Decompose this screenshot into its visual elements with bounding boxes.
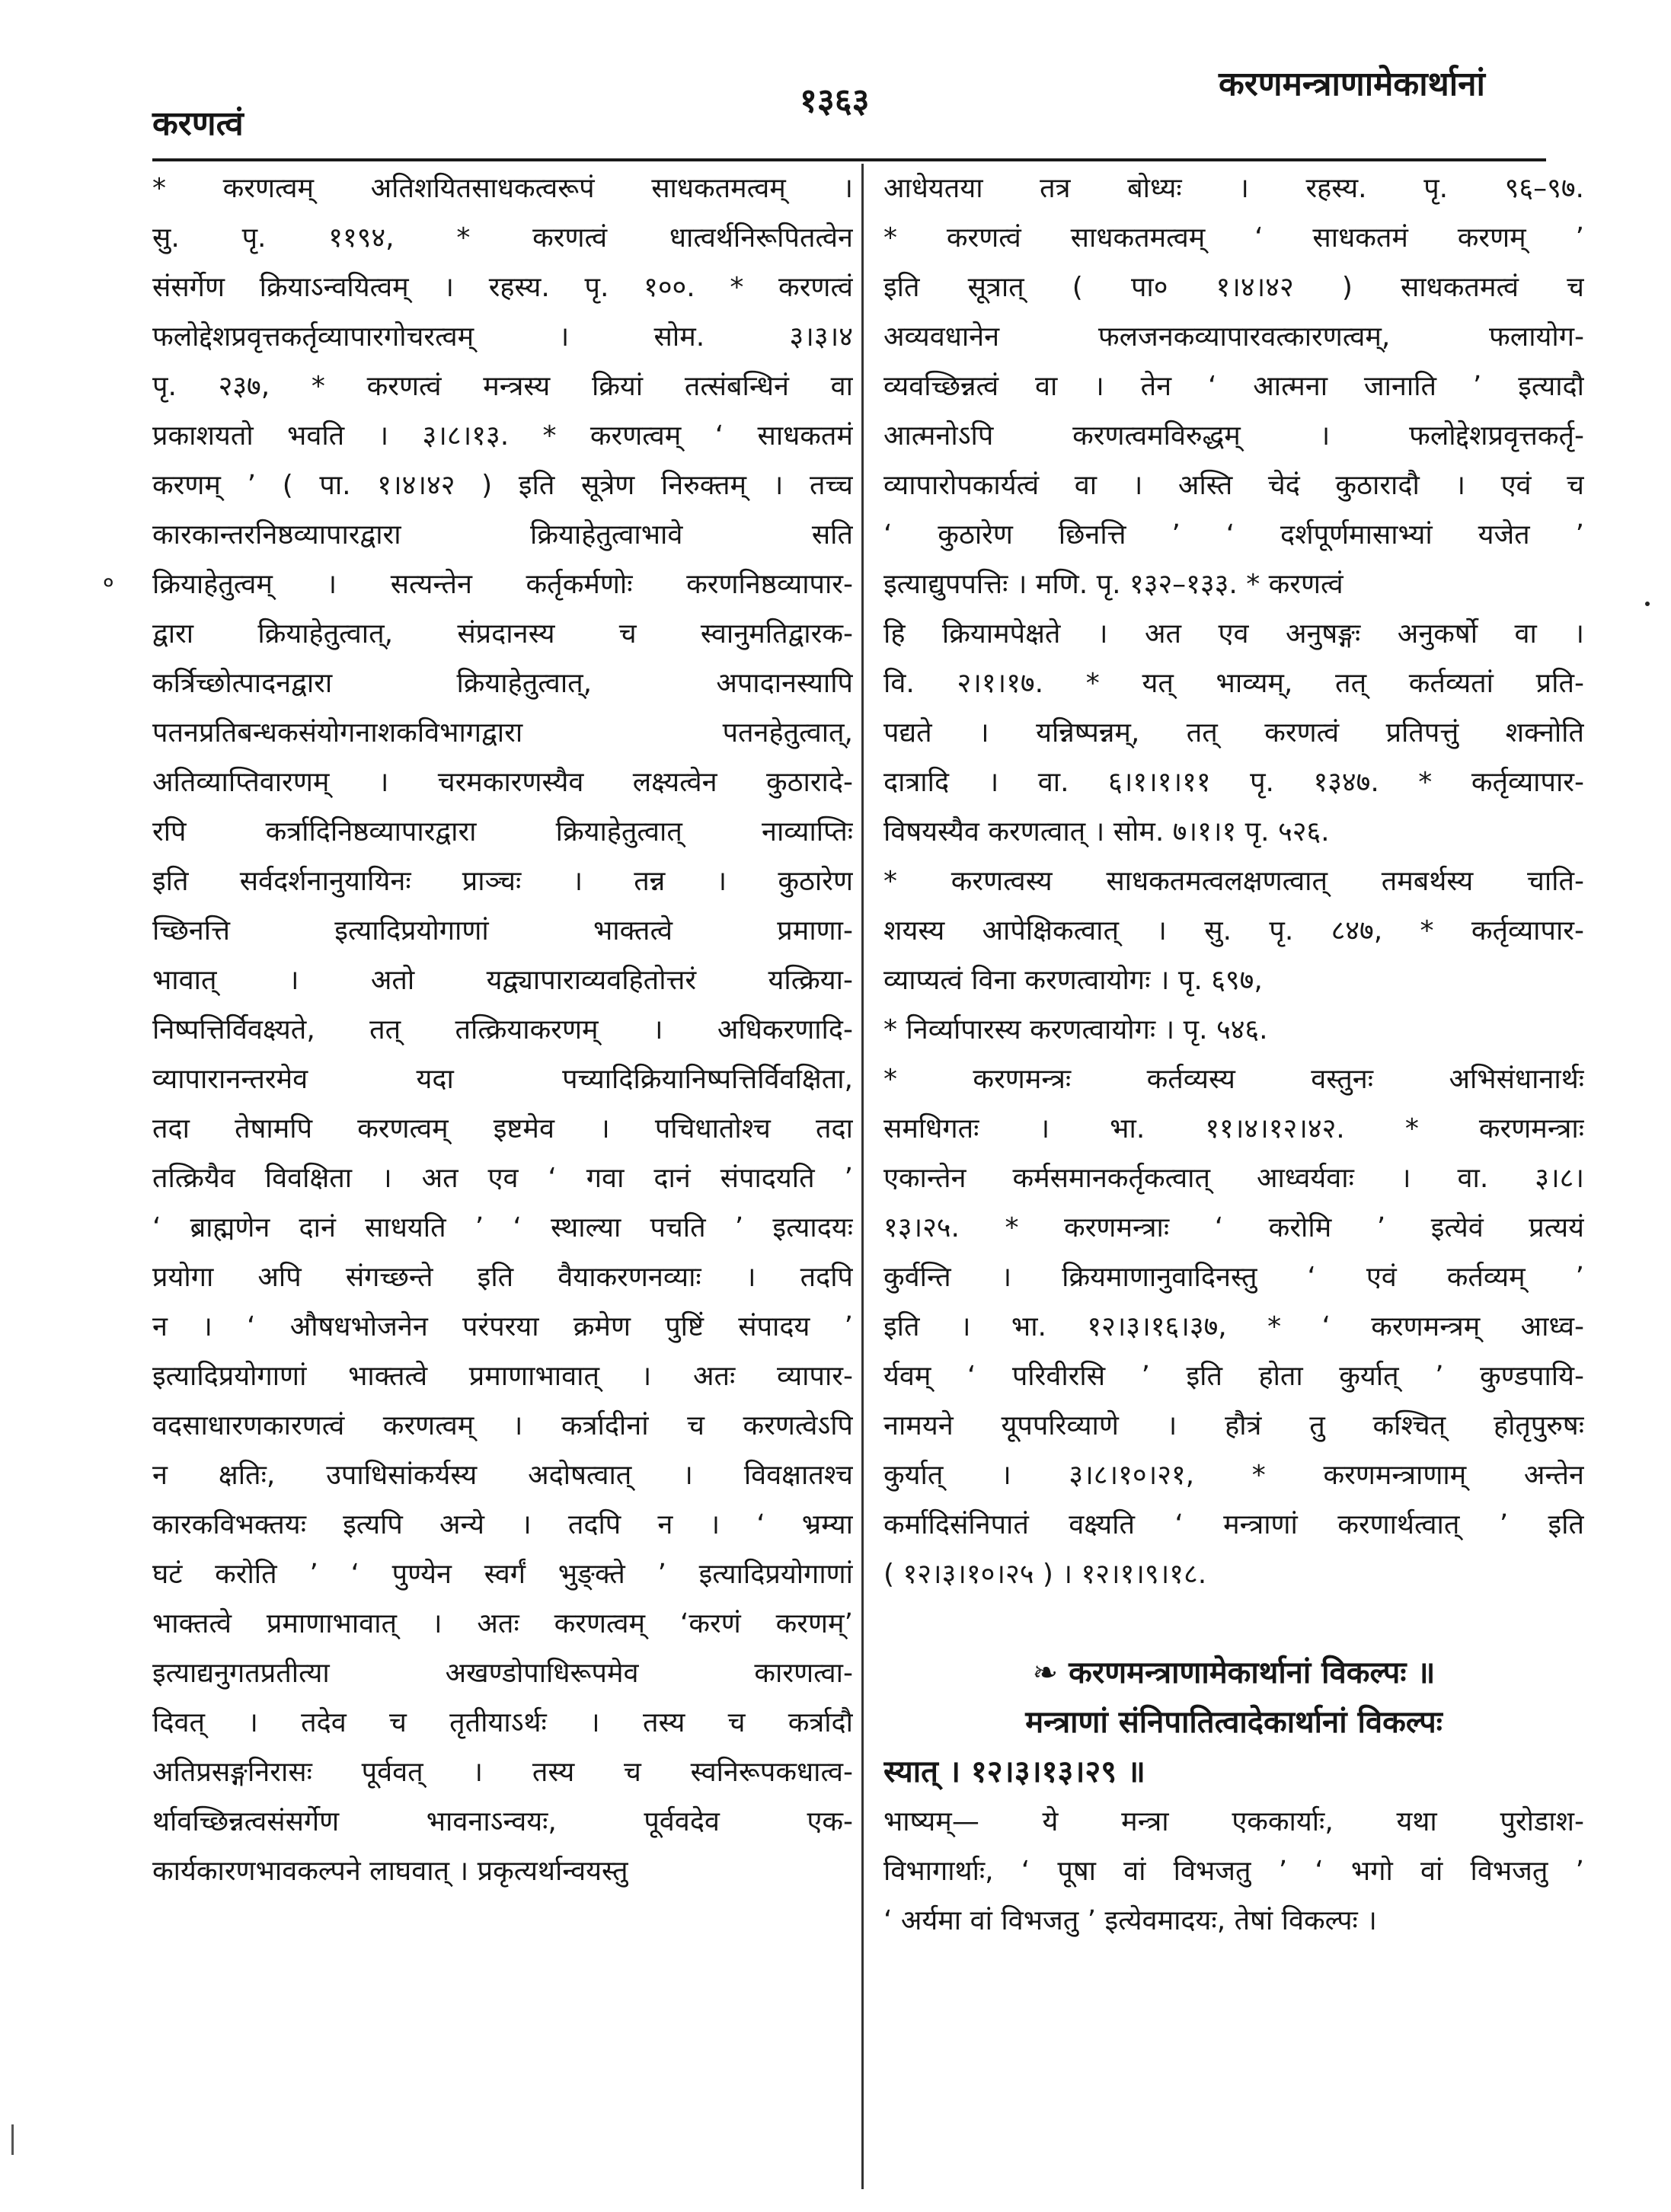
text-line: निष्पत्तिर्विवक्ष्यते, तत् तत्क्रियाकरणम् । अधिकरणादि-: [152, 1014, 853, 1045]
text-line: हि क्रियामपेक्षते । अत एव अनुषङ्गः अनुकर्षो वा ।: [883, 618, 1584, 650]
text-line: ‘ कुठारेण छिनत्ति ’ ‘ दर्शपूर्णमासाभ्यां यजेत ’: [883, 519, 1584, 551]
text-line: व्यापारोपकार्यत्वं वा । अस्ति चेदं कुठारादौ । एवं च: [883, 470, 1584, 501]
margin-mark: ०: [103, 570, 114, 595]
text-line: घटं करोति ’ ‘ पुण्येन स्वर्गं भुङ्क्ते ’ इत्यादिप्रयोगाणां: [152, 1559, 853, 1590]
text-line: * करणमन्त्रः कर्तव्यस्य वस्तुनः अभिसंधानार्थः: [883, 1064, 1584, 1095]
text-line: दात्रादि । वा. ६।१।१।११ पृ. १३४७. * कर्तृव्यापार-: [883, 767, 1584, 798]
text-line: स्यात् । १२।३।१३।२९ ॥: [883, 1754, 1145, 1789]
text-line: द्वारा क्रियाहेतुत्वात्, संप्रदानस्य च स्वानुमतिद्वारक-: [152, 618, 853, 650]
text-line: इत्याद्युपपत्तिः । मणि. पृ. १३२–१३३. * करणत्वं: [883, 569, 1344, 600]
text-line: दिवत् । तदेव च तृतीयाऽर्थः । तस्य च कर्त्रादौ: [152, 1707, 853, 1738]
header-left-word: करणत्वं: [152, 104, 244, 143]
header-right-word: करणमन्त्राणामेकार्थानां: [1219, 65, 1485, 104]
text-line: प्रकाशयतो भवति । ३।८।१३. * करणत्वम् ‘ साधकतमं: [152, 420, 853, 452]
text-line: तदा तेषामपि करणत्वम् इष्टमेव । पचिधातोश्च तदा: [152, 1113, 853, 1144]
text-line: भाक्तत्वे प्रमाणाभावात् । अतः करणत्वम् ‘करणं करणम्’: [152, 1608, 853, 1639]
text-line: पतनप्रतिबन्धकसंयोगनाशकविभागद्वारा पतनहेतुत्वात्,: [152, 717, 853, 749]
text-line: कार्यकारणभावकल्पने लाघवात् । प्रकृत्यर्थान्वयस्तु: [152, 1856, 628, 1887]
text-line: वि. २।१।१७. * यत् भाव्यम्, तत् कर्तव्यतां प्रति-: [883, 668, 1584, 699]
text-line: इति सर्वदर्शनानुयायिनः प्राञ्चः । तन्न । कुठारेण: [152, 866, 853, 897]
text-line: इति सूत्रात् ( पा० १।४।४२ ) साधकतमत्वं च: [883, 272, 1584, 303]
column-divider: [861, 164, 864, 2189]
text-line: कारकविभक्तयः इत्यपि अन्ये । तदपि न । ‘ भ्रम्या: [152, 1509, 853, 1540]
text-line: र्यवम् ‘ परिवीरसि ’ इति होता कुर्यात् ’ कुण्डपायि-: [883, 1361, 1584, 1392]
page-number: १३६३: [800, 81, 870, 120]
text-line: आधेयतया तत्र बोध्यः । रहस्य. पृ. ९६–९७.: [883, 173, 1584, 204]
text-line: * करणत्वं साधकतमत्वम् ‘ साधकतमं करणम् ’: [883, 222, 1584, 254]
text-line: * निर्व्यापारस्य करणत्वायोगः । पृ. ५४६.: [883, 1014, 1268, 1045]
text-line: भाष्यम्— ये मन्त्रा एककार्याः, यथा पुरोडाश-: [883, 1806, 1584, 1837]
text-line: व्यवच्छिन्नत्वं वा । तेन ‘ आत्मना जानाति ’ इत्यादौ: [883, 371, 1584, 402]
margin-dot: [1645, 602, 1650, 606]
text-line: कर्त्रिच्छोत्पादनद्वारा क्रियाहेतुत्वात्, अपादानस्यापि: [152, 668, 853, 699]
text-line: एकान्तेन कर्मसमानकर्तृकत्वात् आध्वर्यवाः । वा. ३।८।: [883, 1163, 1584, 1194]
text-line: र्थावच्छिन्नत्वसंसर्गेण भावनाऽन्वयः, पूर्ववदेव एक-: [152, 1806, 853, 1837]
margin-tick: [11, 2124, 14, 2155]
text-line: न । ‘ औषधभोजनेन परंपरया क्रमेण पुष्टिं संपादय ’: [152, 1311, 853, 1342]
text-line: संसर्गेण क्रियाऽन्वयित्वम् । रहस्य. पृ. १००. * करणत्वं: [152, 272, 853, 303]
text-line: वदसाधारणकारणत्वं करणत्वम् । कर्त्रादीनां च करणत्वेऽपि: [152, 1410, 853, 1441]
text-line: शयस्य आपेक्षिकत्वात् । सु. पृ. ८४७, * कर्तृव्यापार-: [883, 915, 1584, 946]
text-line: इति । भा. १२।३।१६।३७, * ‘ करणमन्त्रम् आध्व-: [883, 1311, 1584, 1342]
text-line: आत्मनोऽपि करणत्वमविरुद्धम् । फलोद्देशप्रवृत्तकर्तृ-: [883, 420, 1584, 452]
text-line: इत्याद्यनुगतप्रतीत्या अखण्डोपाधिरूपमेव कारणत्वा-: [152, 1658, 853, 1689]
text-line: व्याप्यत्वं विना करणत्वायोगः । पृ. ६९७,: [883, 965, 1263, 996]
text-line: कर्मादिसंनिपातं वक्ष्यति ‘ मन्त्राणां करणार्थत्वात् ’ इति: [883, 1509, 1584, 1540]
text-line: ‘ अर्यमा वां विभजतु ’ इत्येवमादयः, तेषां विकल्पः ।: [883, 1905, 1377, 1936]
text-line: करणम् ’ ( पा. १।४।४२ ) इति सूत्रेण निरुक्तम् । तच्च: [152, 470, 853, 501]
right-column: [883, 164, 1584, 1945]
text-line: व्यापारानन्तरमेव यदा पच्यादिक्रियानिष्पत्तिर्विवक्षिता,: [152, 1064, 853, 1095]
text-line: कारकान्तरनिष्ठव्यापारद्वारा क्रियाहेतुत्वाभावे सति: [152, 519, 853, 551]
text-line: नामयने यूपपरिव्याणे । हौत्रं तु कश्चित् होतृपुरुषः: [883, 1410, 1584, 1441]
text-line: भावात् । अतो यद्व्यापाराव्यवहितोत्तरं यत्क्रिया-: [152, 965, 853, 996]
text-line: मन्त्राणां संनिपातित्वादेकार्थानां विकल्पः: [1025, 1705, 1443, 1740]
text-line: अव्यवधानेन फलजनकव्यापारवत्कारणत्वम्, फलायोग-: [883, 321, 1584, 353]
text-line: पद्यते । यन्निष्पन्नम्, तत् करणत्वं प्रतिपत्तुं शक्नोति: [883, 717, 1584, 749]
text-line: च्छिनत्ति इत्यादिप्रयोगाणां भाक्तत्वे प्रमाणा-: [152, 915, 853, 946]
text-line: विषयस्यैव करणत्वात् । सोम. ७।१।१ पृ. ५२६.: [883, 816, 1330, 847]
text-line: समधिगतः । भा. ११।४।१२।४२. * करणमन्त्राः: [883, 1113, 1584, 1144]
text-line: रपि कर्त्रादिनिष्ठव्यापारद्वारा क्रियाहेतुत्वात् नाव्याप्तिः: [152, 816, 853, 847]
text-line: फलोद्देशप्रवृत्तकर्तृव्यापारगोचरत्वम् । सोम. ३।३।४: [152, 321, 853, 353]
text-line: ‘ ब्राह्मणेन दानं साधयति ’ ‘ स्थाल्या पचति ’ इत्यादयः: [152, 1212, 853, 1243]
text-line: * करणत्वम् अतिशयितसाधकत्वरूपं साधकतमत्वम् ।: [152, 173, 853, 204]
header-rule: [152, 158, 1546, 161]
text-line: * करणत्वस्य साधकतमत्वलक्षणत्वात् तमबर्थस्य चाति-: [883, 866, 1584, 897]
text-line: कुर्यात् । ३।८।१०।२१, * करणमन्त्राणाम् अन्तेन: [883, 1460, 1584, 1491]
text-line: ❧ करणमन्त्राणामेकार्थानां विकल्पः ॥: [1032, 1655, 1436, 1690]
text-line: इत्यादिप्रयोगाणां भाक्तत्वे प्रमाणाभावात् । अतः व्यापार-: [152, 1361, 853, 1392]
text-line: अतिव्याप्तिवारणम् । चरमकारणस्यैव लक्ष्यत्वेन कुठारादे-: [152, 767, 853, 798]
text-line: प्रयोगा अपि संगच्छन्ते इति वैयाकरणनव्याः । तदपि: [152, 1262, 853, 1293]
text-line: क्रियाहेतुत्वम् । सत्यन्तेन कर्तृकर्मणोः करणनिष्ठव्यापार-: [152, 569, 853, 600]
text-line: अतिप्रसङ्गनिरासः पूर्ववत् । तस्य च स्वनिरूपकधात्व-: [152, 1757, 853, 1788]
text-line: तत्क्रियैव विवक्षिता । अत एव ‘ गवा दानं संपादयति ’: [152, 1163, 853, 1194]
text-line: विभागार्थाः, ‘ पूषा वां विभजतु ’ ‘ भगो वां विभजतु ’: [883, 1856, 1584, 1887]
text-line: न क्षतिः, उपाधिसांकर्यस्य अदोषत्वात् । विवक्षातश्च: [152, 1460, 853, 1491]
text-line: १३।२५. * करणमन्त्राः ‘ करोमि ’ इत्येवं प्रत्ययं: [883, 1212, 1584, 1243]
text-line: पृ. २३७, * करणत्वं मन्त्रस्य क्रियां तत्संबन्धिनं वा: [152, 371, 853, 402]
left-column: [152, 164, 853, 1896]
text-line: [883, 1599, 1584, 1649]
text-line: कुर्वन्ति । क्रियमाणानुवादिनस्तु ‘ एवं कर्तव्यम् ’: [883, 1262, 1584, 1293]
text-line: ( १२।३।१०।२५ ) । १२।१।९।१८.: [883, 1559, 1207, 1590]
text-line: सु. पृ. ११९४, * करणत्वं धात्वर्थनिरूपितत्वेन: [152, 222, 853, 254]
